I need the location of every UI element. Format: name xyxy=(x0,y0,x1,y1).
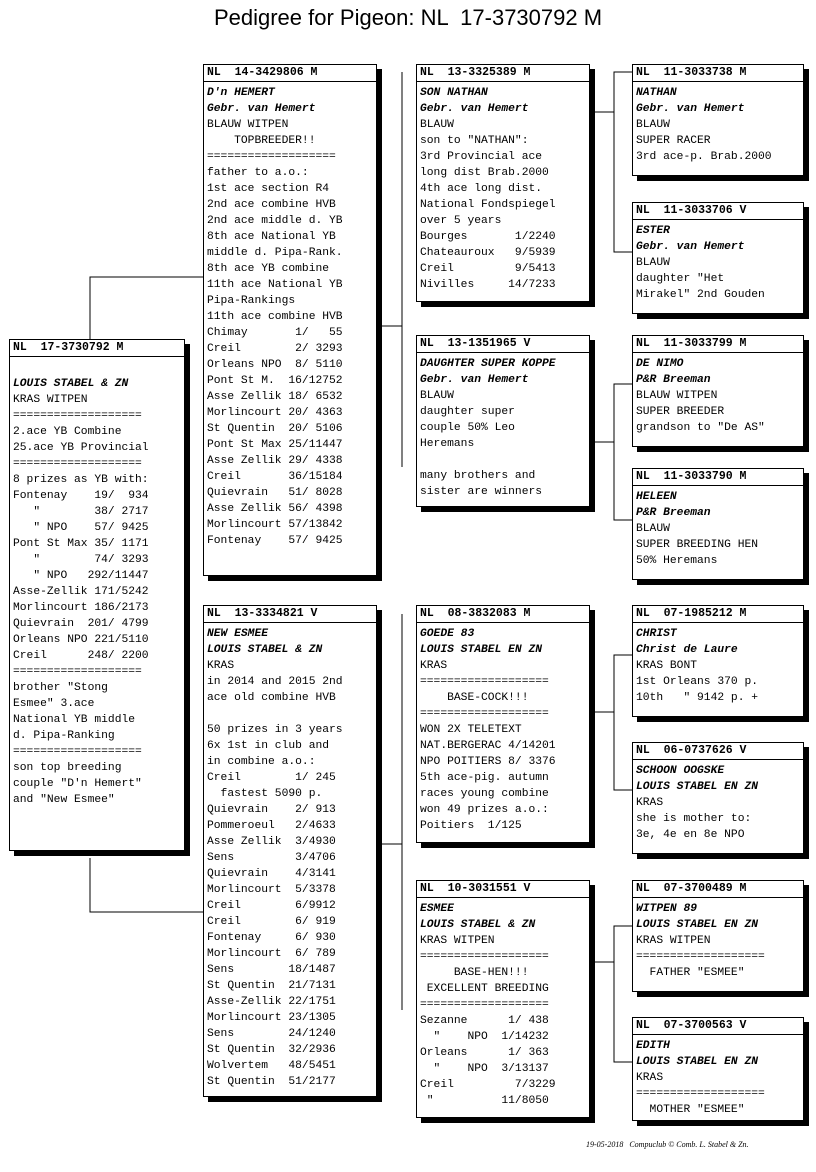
detail-line: daughter super xyxy=(420,406,515,418)
pigeon-details xyxy=(417,85,589,293)
detail-line: Morlincourt 57/13842 xyxy=(207,519,343,531)
detail-line: son to "NATHAN": xyxy=(420,135,529,147)
detail-line: Orleans NPO 8/ 5110 xyxy=(207,359,343,371)
breeder-name: Christ de Laure xyxy=(636,644,738,656)
detail-line: Bourges 1/2240 xyxy=(420,231,556,243)
detail-line: KRAS WITPEN xyxy=(636,935,711,947)
detail-line: Sens 24/1240 xyxy=(207,1028,336,1040)
detail-line: 8th ace YB combine xyxy=(207,263,330,275)
detail-line: Fontenay 57/ 9425 xyxy=(207,535,343,547)
detail-line: sister are winners xyxy=(420,486,543,498)
detail-line: brother "Stong xyxy=(13,682,108,694)
detail-line: Morlincourt 5/3378 xyxy=(207,884,336,896)
detail-line: Sens 18/1487 xyxy=(207,964,336,976)
detail-line: EXCELLENT BREEDING xyxy=(420,983,549,995)
ring-number: NL 13-1351965 V xyxy=(420,337,531,350)
detail-line: Quievrain 2/ 913 xyxy=(207,804,336,816)
divider xyxy=(417,897,589,898)
detail-line: SUPER BREEDER xyxy=(636,406,725,418)
detail-line: Pommeroeul 2/4633 xyxy=(207,820,336,832)
detail-line: National Fondspiegel xyxy=(420,199,556,211)
detail-line: Morlincourt 186/2173 xyxy=(13,602,149,614)
pigeon-details xyxy=(10,360,184,808)
detail-line: Pipa-Rankings xyxy=(207,295,296,307)
pigeon-card-dam-sire-dam xyxy=(632,742,804,854)
divider xyxy=(204,81,376,82)
detail-line: BLAUW xyxy=(636,119,670,131)
divider xyxy=(204,622,376,623)
ring-number: NL 13-3325389 M xyxy=(420,66,531,79)
pigeon-details xyxy=(204,626,376,1090)
detail-line: in 2014 and 2015 2nd xyxy=(207,676,343,688)
ring-number: NL 08-3832083 M xyxy=(420,607,531,620)
detail-line: she is mother to: xyxy=(636,813,752,825)
ring-number: NL 11-3033706 V xyxy=(636,204,747,217)
detail-line: Sezanne 1/ 438 xyxy=(420,1015,549,1027)
detail-line: =================== xyxy=(420,951,549,963)
detail-line: father to a.o.: xyxy=(207,167,309,179)
detail-line: 8th ace National YB xyxy=(207,231,336,243)
pigeon-name: WITPEN 89 xyxy=(636,903,698,915)
detail-line: " NPO 57/ 9425 xyxy=(13,522,149,534)
detail-line: " 11/8050 xyxy=(420,1095,549,1107)
detail-line: Poitiers 1/125 xyxy=(420,820,522,832)
detail-line: " 74/ 3293 xyxy=(13,554,149,566)
detail-line: St Quentin 20/ 5106 xyxy=(207,423,343,435)
detail-line: FATHER "ESMEE" xyxy=(636,967,745,979)
detail-line: Creil 7/3229 xyxy=(420,1079,556,1091)
detail-line: many brothers and xyxy=(420,470,536,482)
detail-line: 6x 1st in club and xyxy=(207,740,330,752)
detail-line: long dist Brab.2000 xyxy=(420,167,549,179)
detail-line: BLAUW xyxy=(420,390,454,402)
detail-line: Creil 1/ 245 xyxy=(207,772,336,784)
detail-line: NPO POITIERS 8/ 3376 xyxy=(420,756,556,768)
detail-line: BASE-HEN!!! xyxy=(420,967,529,979)
detail-line: KRAS WITPEN xyxy=(13,394,88,406)
ring-number: NL 07-3700563 V xyxy=(636,1019,747,1032)
detail-line: BLAUW xyxy=(636,257,670,269)
detail-line: Creil 248/ 2200 xyxy=(13,650,149,662)
pigeon-name: ESMEE xyxy=(420,903,454,915)
divider xyxy=(417,622,589,623)
detail-line: St Quentin 32/2936 xyxy=(207,1044,336,1056)
divider xyxy=(417,81,589,82)
detail-line: won 49 prizes a.o.: xyxy=(420,804,549,816)
detail-line: =================== xyxy=(636,1088,765,1100)
detail-line: Orleans 1/ 363 xyxy=(420,1047,549,1059)
breeder-name: LOUIS STABEL EN ZN xyxy=(636,781,759,793)
breeder-name: LOUIS STABEL EN ZN xyxy=(420,644,543,656)
detail-line: KRAS xyxy=(636,797,664,809)
detail-line xyxy=(13,360,184,376)
pigeon-details xyxy=(417,356,589,500)
pigeon-details xyxy=(633,901,803,981)
pigeon-name: SON NATHAN xyxy=(420,87,488,99)
detail-line: =================== xyxy=(420,708,549,720)
detail-line: Asse Zellik 3/4930 xyxy=(207,836,336,848)
detail-line: 11th ace combine HVB xyxy=(207,311,343,323)
pigeon-name: NATHAN xyxy=(636,87,677,99)
breeder-name: LOUIS STABEL & ZN xyxy=(420,919,536,931)
detail-line: BLAUW WITPEN xyxy=(636,390,718,402)
divider xyxy=(10,356,184,357)
pigeon-card-sire-sire-sire xyxy=(632,64,804,176)
pigeon-details xyxy=(204,85,376,549)
breeder-name: Gebr. van Hemert xyxy=(420,103,529,115)
breeder-name: LOUIS STABEL & ZN xyxy=(13,378,129,390)
detail-line: 5th ace-pig. autumn xyxy=(420,772,549,784)
detail-line: Quievrain 201/ 4799 xyxy=(13,618,149,630)
detail-line: Asse Zellik 56/ 4398 xyxy=(207,503,343,515)
detail-line: 3rd Provincial ace xyxy=(420,151,543,163)
detail-line: St Quentin 51/2177 xyxy=(207,1076,336,1088)
detail-line: Creil 36/15184 xyxy=(207,471,343,483)
detail-line: KRAS BONT xyxy=(636,660,698,672)
divider xyxy=(417,352,589,353)
pigeon-details xyxy=(417,901,589,1109)
detail-line: 1st ace section R4 xyxy=(207,183,330,195)
detail-line: 1st Orleans 370 p. xyxy=(636,676,759,688)
detail-line: Creil 9/5413 xyxy=(420,263,556,275)
breeder-name: LOUIS STABEL EN ZN xyxy=(636,1056,759,1068)
detail-line: National YB middle xyxy=(13,714,136,726)
breeder-name: LOUIS STABEL & ZN xyxy=(207,644,323,656)
detail-line: Fontenay 19/ 934 xyxy=(13,490,149,502)
detail-line: 2nd ace combine HVB xyxy=(207,199,336,211)
divider xyxy=(633,485,803,486)
pigeon-card-dam xyxy=(203,605,377,1097)
detail-line: over 5 years xyxy=(420,215,502,227)
pigeon-details xyxy=(633,763,803,843)
pigeon-card-subject xyxy=(9,339,185,851)
detail-line: Quievrain 4/3141 xyxy=(207,868,336,880)
pigeon-name: SCHOON OOGSKE xyxy=(636,765,725,777)
detail-line: Pont St M. 16/12752 xyxy=(207,375,343,387)
detail-line: KRAS WITPEN xyxy=(420,935,495,947)
detail-line: Fontenay 6/ 930 xyxy=(207,932,336,944)
detail-line: =================== xyxy=(636,951,765,963)
pigeon-details xyxy=(633,489,803,569)
detail-line: Wolvertem 48/5451 xyxy=(207,1060,336,1072)
detail-line: =================== xyxy=(13,666,142,678)
detail-line: =================== xyxy=(207,151,336,163)
pigeon-card-dam-dam xyxy=(416,880,590,1118)
footer-credit: 19-05-2018 Compuclub © Comb. L. Stabel & Zn. xyxy=(586,1140,749,1149)
ring-number: NL 11-3033738 M xyxy=(636,66,747,79)
detail-line: BLAUW xyxy=(636,523,670,535)
detail-line: Esmee" 3.ace xyxy=(13,698,95,710)
pigeon-name: DAUGHTER SUPER KOPPE xyxy=(420,358,556,370)
detail-line: SUPER RACER xyxy=(636,135,711,147)
detail-line: Asse-Zellik 171/5242 xyxy=(13,586,149,598)
detail-line: Pont St Max 35/ 1171 xyxy=(13,538,149,550)
detail-line: couple 50% Leo xyxy=(420,422,515,434)
detail-line: and "New Esmee" xyxy=(13,794,115,806)
pigeon-card-sire-dam-sire xyxy=(632,335,804,447)
pigeon-details xyxy=(633,223,803,303)
detail-line: Morlincourt 6/ 789 xyxy=(207,948,336,960)
detail-line: 8 prizes as YB with: xyxy=(13,474,149,486)
detail-line: " NPO 292/11447 xyxy=(13,570,149,582)
pigeon-card-sire xyxy=(203,64,377,576)
detail-line: races young combine xyxy=(420,788,549,800)
breeder-name: LOUIS STABEL EN ZN xyxy=(636,919,759,931)
detail-line: 4th ace long dist. xyxy=(420,183,543,195)
divider xyxy=(633,759,803,760)
detail-line: Nivilles 14/7233 xyxy=(420,279,556,291)
detail-line: in combine a.o.: xyxy=(207,756,316,768)
ring-number: NL 11-3033790 M xyxy=(636,470,747,483)
detail-line: =================== xyxy=(13,410,142,422)
detail-line: =================== xyxy=(13,746,142,758)
detail-line: 50 prizes in 3 years xyxy=(207,724,343,736)
detail-line: grandson to "De AS" xyxy=(636,422,765,434)
detail-line: TOPBREEDER!! xyxy=(207,135,316,147)
detail-line: Creil 6/ 919 xyxy=(207,916,336,928)
detail-line: Mirakel" 2nd Gouden xyxy=(636,289,765,301)
breeder-name: Gebr. van Hemert xyxy=(420,374,529,386)
detail-line: =================== xyxy=(420,676,549,688)
ring-number: NL 14-3429806 M xyxy=(207,66,318,79)
detail-line: =================== xyxy=(420,999,549,1011)
detail-line: BASE-COCK!!! xyxy=(420,692,529,704)
pigeon-card-sire-dam-dam xyxy=(632,468,804,580)
pigeon-name: NEW ESMEE xyxy=(207,628,269,640)
detail-line: couple "D'n Hemert" xyxy=(13,778,142,790)
pigeon-card-sire-sire-dam xyxy=(632,202,804,314)
ring-number: NL 10-3031551 V xyxy=(420,882,531,895)
pigeon-card-dam-dam-sire xyxy=(632,880,804,992)
detail-line: Asse-Zellik 22/1751 xyxy=(207,996,336,1008)
breeder-name: P&R Breeman xyxy=(636,507,711,519)
detail-line: =================== xyxy=(13,458,142,470)
detail-line: " NPO 3/13137 xyxy=(420,1063,549,1075)
detail-line: 2nd ace middle d. YB xyxy=(207,215,343,227)
divider xyxy=(633,1034,803,1035)
detail-line: 3e, 4e en 8e NPO xyxy=(636,829,745,841)
detail-line: Morlincourt 20/ 4363 xyxy=(207,407,343,419)
pigeon-details xyxy=(633,85,803,165)
pigeon-card-dam-sire xyxy=(416,605,590,843)
pigeon-details xyxy=(633,1038,803,1118)
ring-number: NL 07-3700489 M xyxy=(636,882,747,895)
detail-line: 2.ace YB Combine xyxy=(13,426,122,438)
pigeon-name: EDITH xyxy=(636,1040,670,1052)
detail-line: BLAUW xyxy=(420,119,454,131)
detail-line: daughter "Het xyxy=(636,273,725,285)
detail-line xyxy=(207,706,376,722)
detail-line: Creil 6/9912 xyxy=(207,900,336,912)
divider xyxy=(633,897,803,898)
detail-line: d. Pipa-Ranking xyxy=(13,730,115,742)
ring-number: NL 13-3334821 V xyxy=(207,607,318,620)
pigeon-name: GOEDE 83 xyxy=(420,628,475,640)
detail-line: 10th " 9142 p. + xyxy=(636,692,759,704)
detail-line xyxy=(420,452,589,468)
detail-line: 11th ace National YB xyxy=(207,279,343,291)
detail-line: KRAS xyxy=(420,660,448,672)
detail-line: Chateauroux 9/5939 xyxy=(420,247,556,259)
detail-line: middle d. Pipa-Rank. xyxy=(207,247,343,259)
detail-line: 3rd ace-p. Brab.2000 xyxy=(636,151,772,163)
pigeon-name: CHRIST xyxy=(636,628,677,640)
detail-line: Chimay 1/ 55 xyxy=(207,327,343,339)
divider xyxy=(633,81,803,82)
detail-line: NAT.BERGERAC 4/14201 xyxy=(420,740,556,752)
detail-line: fastest 5090 p. xyxy=(207,788,323,800)
detail-line: Sens 3/4706 xyxy=(207,852,336,864)
detail-line: KRAS xyxy=(207,660,235,672)
detail-line: Heremans xyxy=(420,438,475,450)
detail-line: Pont St Max 25/11447 xyxy=(207,439,343,451)
detail-line: ace old combine HVB xyxy=(207,692,336,704)
detail-line: Asse Zellik 18/ 6532 xyxy=(207,391,343,403)
breeder-name: Gebr. van Hemert xyxy=(636,241,745,253)
detail-line: WON 2X TELETEXT xyxy=(420,724,522,736)
breeder-name: P&R Breeman xyxy=(636,374,711,386)
pigeon-details xyxy=(633,356,803,436)
detail-line: Morlincourt 23/1305 xyxy=(207,1012,336,1024)
divider xyxy=(633,622,803,623)
divider xyxy=(633,219,803,220)
detail-line: SUPER BREEDING HEN xyxy=(636,539,759,551)
pigeon-name: HELEEN xyxy=(636,491,677,503)
pigeon-details xyxy=(417,626,589,834)
page-title: Pedigree for Pigeon: NL 17-3730792 M xyxy=(213,5,603,30)
pigeon-name: D'n HEMERT xyxy=(207,87,275,99)
detail-line: St Quentin 21/7131 xyxy=(207,980,336,992)
detail-line: 50% Heremans xyxy=(636,555,718,567)
pigeon-card-dam-sire-sire xyxy=(632,605,804,717)
pigeon-details xyxy=(633,626,803,706)
divider xyxy=(633,352,803,353)
pigeon-name: DE NIMO xyxy=(636,358,684,370)
ring-number: NL 07-1985212 M xyxy=(636,607,747,620)
detail-line: Quievrain 51/ 8028 xyxy=(207,487,343,499)
breeder-name: Gebr. van Hemert xyxy=(207,103,316,115)
detail-line: BLAUW WITPEN xyxy=(207,119,289,131)
detail-line: Creil 2/ 3293 xyxy=(207,343,343,355)
pigeon-name: ESTER xyxy=(636,225,670,237)
detail-line: MOTHER "ESMEE" xyxy=(636,1104,745,1116)
detail-line: KRAS xyxy=(636,1072,664,1084)
detail-line: son top breeding xyxy=(13,762,122,774)
ring-number: NL 06-0737626 V xyxy=(636,744,747,757)
detail-line: Orleans NPO 221/5110 xyxy=(13,634,149,646)
breeder-name: Gebr. van Hemert xyxy=(636,103,745,115)
pigeon-card-sire-sire xyxy=(416,64,590,302)
detail-line: Asse Zellik 29/ 4338 xyxy=(207,455,343,467)
detail-line: " 38/ 2717 xyxy=(13,506,149,518)
pigeon-card-dam-dam-dam xyxy=(632,1017,804,1121)
pigeon-card-sire-dam xyxy=(416,335,590,507)
ring-number: NL 11-3033799 M xyxy=(636,337,747,350)
ring-number: NL 17-3730792 M xyxy=(13,341,124,354)
detail-line: " NPO 1/14232 xyxy=(420,1031,549,1043)
detail-line: 25.ace YB Provincial xyxy=(13,442,149,454)
